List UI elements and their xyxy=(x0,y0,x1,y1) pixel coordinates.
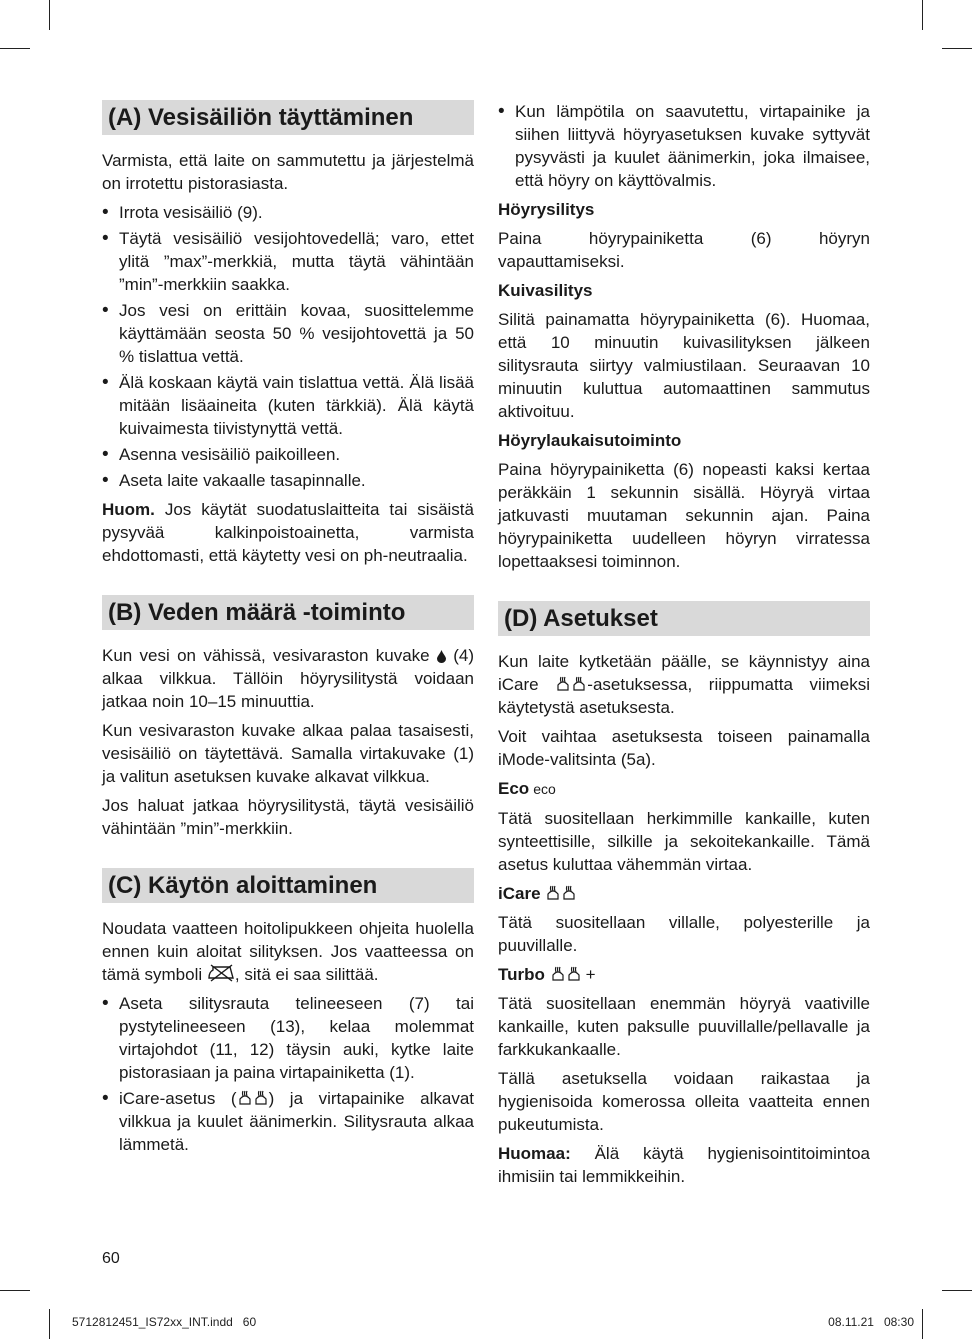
section-c-list xyxy=(102,992,474,1156)
warning-label: Huomaa: xyxy=(498,1144,571,1163)
text-run: iCare-asetus ( xyxy=(119,1089,237,1108)
warning-text: Älä käytä hygienisointitoimintoa ihmisiin tai lemmikkeihin. xyxy=(498,1144,870,1186)
text-run: (4) alkaa vilkkua. Tällöin höyrysilitystä voidaan jatkaa noin 10–15 minuuttia. xyxy=(102,646,475,711)
section-d-p2: Voit vaihtaa asetuksesta toiseen painamalla iMode-valitsinta (5a). xyxy=(498,727,870,769)
list-item: • Aseta silitysrauta telineeseen (7) tai pystytelineeseen (13), kelaa molemmat virtajohdot (11, 12) täysin auki, kytke laite pistorasiaan ja paina virtapainiketta (1). xyxy=(102,992,474,1084)
section-b-heading: (B) Veden määrä -toiminto xyxy=(102,595,474,630)
text-run: Kun laite kytketään päälle, se käynnistyy aina iCare xyxy=(498,652,870,694)
note-text: Jos käytät suodatuslaitteita tai sisäistä pysyvää kalkinpoistoainetta, varmista ehdottomasti, että käytetty vesi on ph-neutraalia. xyxy=(102,500,474,565)
eco-title: Eco xyxy=(498,779,530,798)
left-column xyxy=(102,100,474,1162)
section-d-p1 xyxy=(498,650,870,719)
list-item: • Aseta laite vakaalle tasapinnalle. xyxy=(102,469,474,492)
section-a-intro: Varmista, että laite on sammutettu ja järjestelmä on irrotettu pistorasiasta. xyxy=(102,151,474,193)
icare-title: iCare xyxy=(498,884,541,903)
crop-mark xyxy=(942,1290,972,1291)
list-item: • Kun lämpötila on saavutettu, virtapainike ja siihen liittyvä höyryasetuksen kuvake syttyvät pysyvästi ja kuulet äänimerkin, joka ilmaisee, että höyry on käyttövalmis. xyxy=(498,100,870,192)
list-item: • Asenna vesisäiliö paikoilleen. xyxy=(102,443,474,466)
text-run: Noudata vaatteen hoitolipukkeen ohjeita huolella ennen kuin aloitat silityksen. Jos vaatteessa on tämä symboli xyxy=(102,919,474,984)
text-run: , sitä ei saa silittää. xyxy=(234,965,379,984)
turbo-title: Turbo xyxy=(498,965,545,984)
steam-level-icon xyxy=(545,885,577,901)
crop-mark xyxy=(922,1309,923,1339)
water-drop-icon xyxy=(437,650,446,663)
steam-level-icon xyxy=(237,1090,269,1106)
crop-mark xyxy=(0,48,30,49)
footer-timestamp: 08.11.21 08:30 xyxy=(828,1315,914,1329)
footer-file-info: 5712812451_IS72xx_INT.indd 60 xyxy=(72,1315,257,1329)
dry-ironing-text: Silitä painamatta höyrypainiketta (6). Huomaa, että 10 minuutin kuivasilityksen jälkeen silitysrauta siirtyy valmiustilaan. Seuraavan 10 minuutin kuluttua automaattinen sammutus aktivoituu. xyxy=(498,310,870,421)
steam-ironing-text: Paina höyrypainiketta (6) höyryn vapauttamiseksi. xyxy=(498,229,870,271)
do-not-iron-icon xyxy=(207,964,235,982)
list-item xyxy=(102,1087,474,1156)
steam-burst-heading: Höyrylaukaisutoiminto xyxy=(498,431,682,450)
text-run: ) ja virtapainike alkavat vilkkua ja kuulet äänimerkin. Silitysrauta alkaa lämmetä. xyxy=(119,1089,474,1154)
eco-symbol: eco xyxy=(533,781,556,797)
text-run: -asetuksessa, riippumatta viimeksi käytetystä asetuksesta. xyxy=(498,675,870,717)
eco-heading xyxy=(498,777,870,801)
icare-text: Tätä suositellaan villalle, polyesterille ja puuvillalle. xyxy=(498,913,870,955)
section-c-list-continued xyxy=(498,100,870,192)
page-number: 60 xyxy=(102,1250,120,1267)
steam-level-icon xyxy=(555,676,587,692)
section-a-list xyxy=(102,201,474,492)
eco-text: Tätä suositellaan herkimmille kankaille, kuten synteettisille, silkille ja sekoitekankaille. Tämä asetus kuluttaa vähemmän virtaa. xyxy=(498,809,870,874)
crop-mark xyxy=(922,0,923,30)
crop-mark xyxy=(942,48,972,49)
section-a-note xyxy=(102,498,474,567)
section-b-p3: Jos haluat jatkaa höyrysilitystä, täytä vesisäiliö vähintään ”min”-merkkiin. xyxy=(102,796,474,838)
steam-burst-text: Paina höyrypainiketta (6) nopeasti kaksi kertaa peräkkäin 1 sekunnin sisällä. Höyryä virtaa jatkuvasti muutaman sekunnin ajan. Paina höyrypainiketta uudelleen höyryn virratessa lopettaaksesi toiminnon. xyxy=(498,460,870,571)
section-a-heading: (A) Vesisäiliön täyttäminen xyxy=(102,100,474,135)
section-b-p1 xyxy=(102,644,474,713)
section-d-heading: (D) Asetukset xyxy=(498,601,870,636)
crop-mark xyxy=(0,1290,30,1291)
section-c-heading: (C) Käytön aloittaminen xyxy=(102,868,474,903)
icare-heading xyxy=(498,882,870,905)
warning-note xyxy=(498,1142,870,1188)
turbo-heading xyxy=(498,963,870,986)
steam-ironing-heading: Höyrysilitys xyxy=(498,200,595,219)
note-label: Huom. xyxy=(102,500,155,519)
crop-mark xyxy=(49,1309,50,1339)
section-b-p2: Kun vesivaraston kuvake alkaa palaa tasaisesti, vesisäiliö on täytettävä. Samalla virtakuvake (1) ja valitun asetuksen kuvake alkavat vilkkua. xyxy=(102,721,474,786)
right-column xyxy=(498,100,870,1194)
list-item: • Älä koskaan käytä vain tislattua vettä. Älä lisää mitään lisäaineita (kuten tärkkiä). Älä käytä kuivaimesta tiivistynyttä vettä. xyxy=(102,371,474,440)
turbo-text: Tätä suositellaan enemmän höyryä vaativille kankaille, kuten paksulle puuvillalle/pellavalle ja farkkukankaalle. xyxy=(498,994,870,1059)
crop-mark xyxy=(49,0,50,30)
steam-level-icon xyxy=(550,966,582,982)
text-run: Kun vesi on vähissä, vesivaraston kuvake xyxy=(102,646,437,665)
section-c-p1 xyxy=(102,917,474,986)
list-item: • Jos vesi on erittäin kovaa, suosittelemme käyttämään seosta 50 % vesijohtovettä ja 50 % tislattua vettä. xyxy=(102,299,474,368)
list-item: • Täytä vesisäiliö vesijohtovedellä; varo, ettet ylitä ”max”-merkkiä, mutta täytä vähintään ”min”-merkkiin saakka. xyxy=(102,227,474,296)
turbo-plus: + xyxy=(585,965,596,984)
list-item: • Irrota vesisäiliö (9). xyxy=(102,201,474,224)
dry-ironing-heading: Kuivasilitys xyxy=(498,281,593,300)
hygiene-text: Tällä asetuksella voidaan raikastaa ja hygienisoida komerossa olleita vaatteita ennen pukeutumista. xyxy=(498,1069,870,1134)
